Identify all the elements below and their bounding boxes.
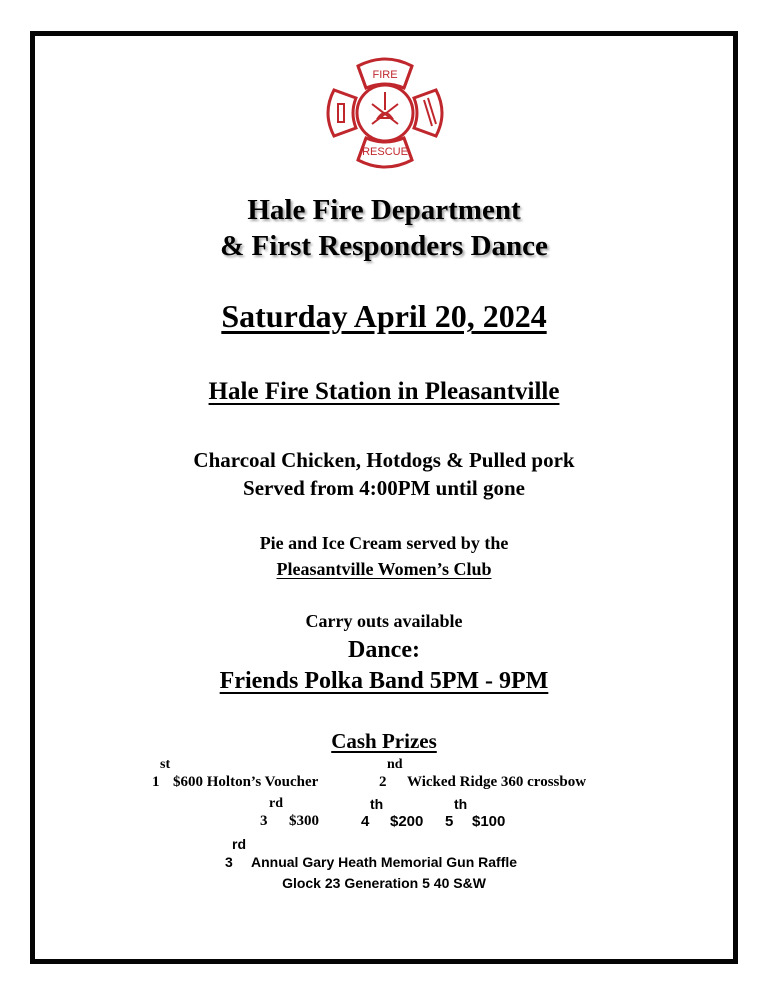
prize-2-suffix: nd xyxy=(387,757,403,772)
dance-band: Friends Polka Band 5PM - 9PM xyxy=(219,668,549,694)
prize-2-label: Wicked Ridge 360 crossbow xyxy=(407,774,587,790)
prize-1-label: $600 Holton’s Voucher xyxy=(173,774,319,790)
event-location: Hale Fire Station in Pleasantville xyxy=(208,378,560,405)
prize-5-number: 5 xyxy=(445,813,454,830)
cash-prizes-title: Cash Prizes xyxy=(331,729,437,753)
event-title-line2: & First Responders Dance xyxy=(220,230,548,262)
event-date: Saturday April 20, 2024 xyxy=(221,298,547,334)
raffle-prize: Glock 23 Generation 5 40 S&W xyxy=(282,875,486,891)
prize-5-suffix: th xyxy=(454,796,468,812)
raffle-number: 3 xyxy=(225,854,233,870)
event-title-line1: Hale Fire Department xyxy=(247,194,521,226)
dessert-provider: Pleasantville Women’s Club xyxy=(276,559,492,579)
prize-4-label: $200 xyxy=(390,813,424,830)
fire-rescue-maltese-cross-logo xyxy=(320,52,450,174)
dance-label: Dance: xyxy=(348,637,420,663)
prize-4-suffix: th xyxy=(370,796,384,812)
prize-3-suffix: rd xyxy=(269,796,283,811)
carry-outs-note: Carry outs available xyxy=(305,611,463,631)
dessert-line1: Pie and Ice Cream served by the xyxy=(259,533,509,553)
prize-5-label: $100 xyxy=(472,813,506,830)
prize-3-number: 3 xyxy=(260,813,268,829)
food-line2: Served from 4:00PM until gone xyxy=(243,476,525,500)
raffle-suffix: rd xyxy=(232,836,246,852)
prize-4-number: 4 xyxy=(361,813,370,830)
prize-2-number: 2 xyxy=(379,774,387,790)
prize-1-number: 1 xyxy=(152,774,160,790)
svg-text:FIRE: FIRE xyxy=(372,69,398,81)
raffle-title: Annual Gary Heath Memorial Gun Raffle xyxy=(251,854,518,870)
food-line1: Charcoal Chicken, Hotdogs & Pulled pork xyxy=(193,448,575,472)
svg-text:RESCUE: RESCUE xyxy=(362,146,408,158)
prize-1-suffix: st xyxy=(160,757,171,772)
prize-3-label: $300 xyxy=(289,813,319,829)
